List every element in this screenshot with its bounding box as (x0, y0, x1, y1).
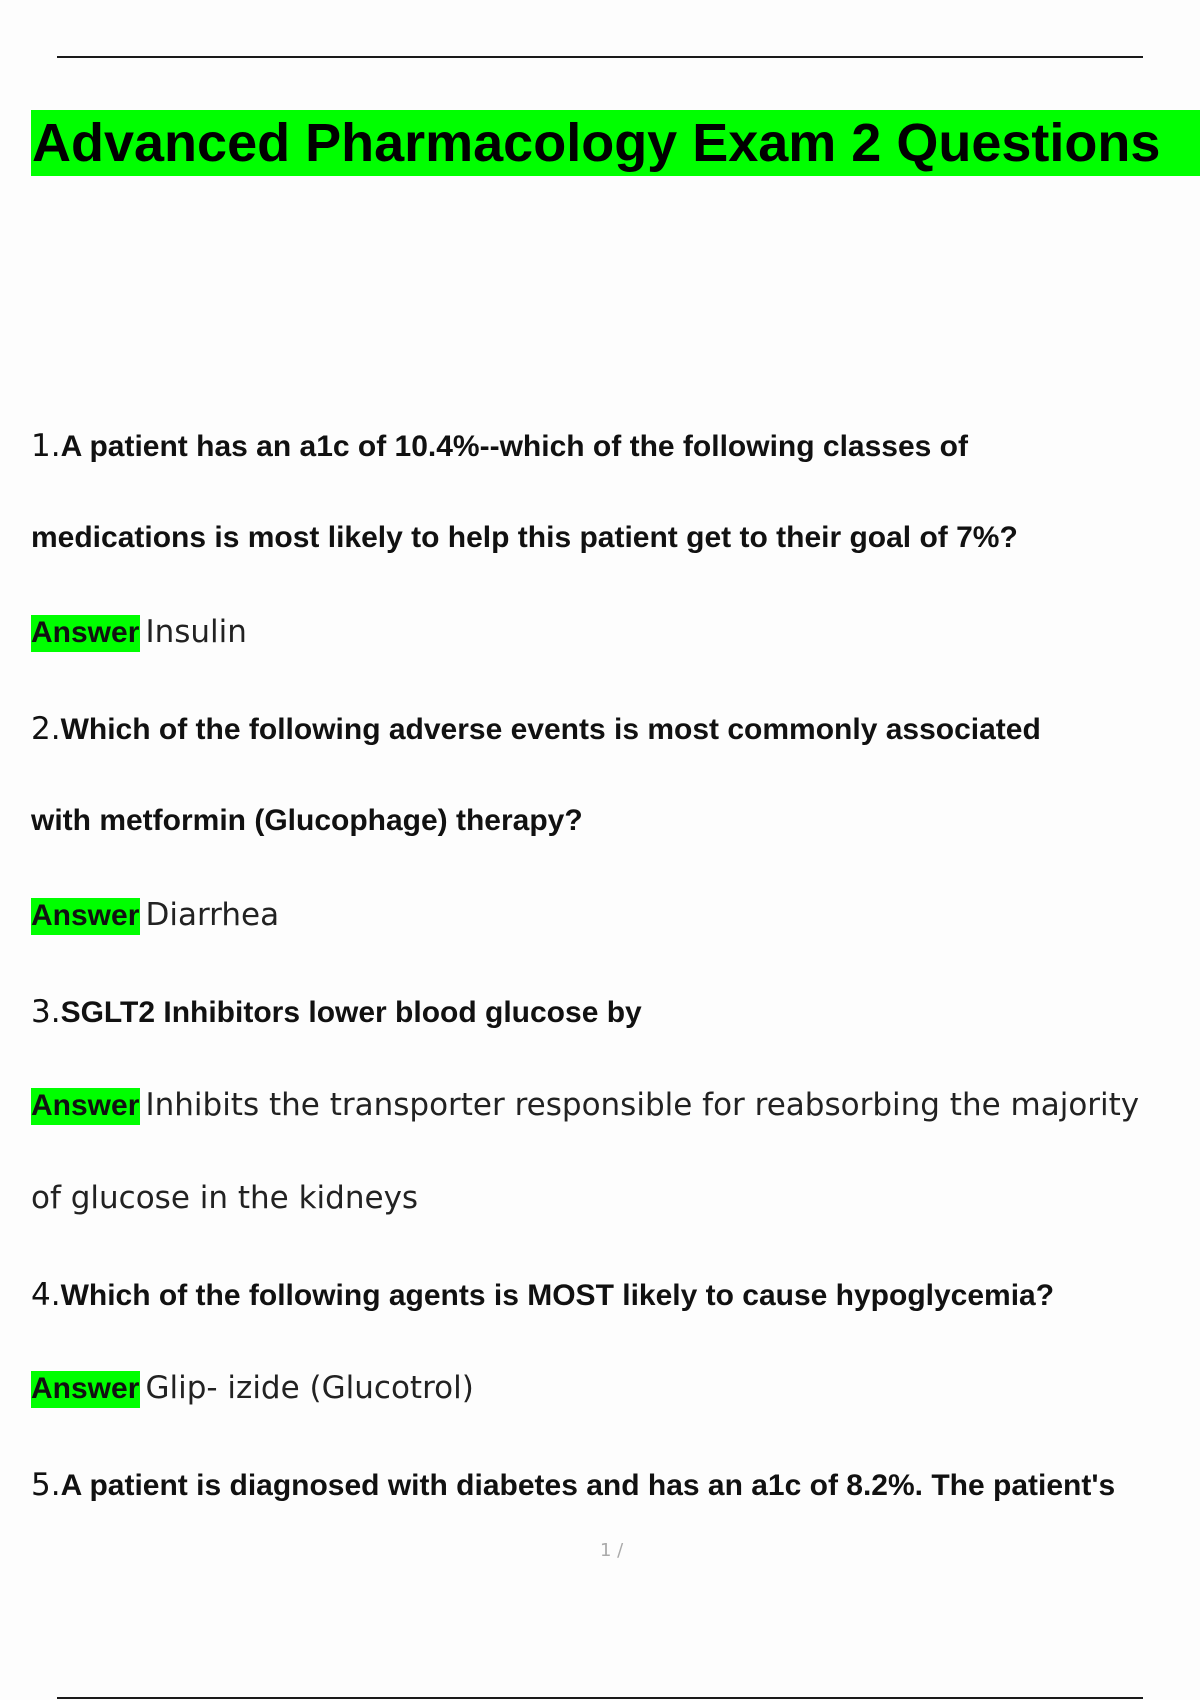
question-3-line-1 (31, 994, 642, 1030)
answer-label: Answer (31, 615, 140, 652)
document-title: Advanced Pharmacology Exam 2 Questions (32, 113, 1161, 173)
question-5-line-1 (31, 1467, 1115, 1503)
question-1-line-1 (31, 428, 968, 464)
answer-4-text: Glip- izide (Glucotrol) (145, 1370, 474, 1406)
question-2-line-1 (31, 711, 1041, 747)
answer-2 (31, 897, 279, 933)
answer-2-text: Diarrhea (145, 897, 280, 933)
question-5-text: A patient is diagnosed with diabetes and has an a1c of 8.2%. The patient's (60, 1469, 1116, 1502)
answer-4 (31, 1370, 474, 1406)
question-1-text: A patient has an a1c of 10.4%--which of the following classes of (60, 430, 968, 463)
question-4-number: 4. (31, 1277, 61, 1313)
bottom-rule (57, 1697, 1143, 1699)
question-2-text: Which of the following adverse events is most commonly associated (60, 713, 1041, 746)
answer-label: Answer (31, 1371, 140, 1408)
question-3-number: 3. (31, 994, 61, 1030)
answer-1-text: Insulin (145, 614, 247, 650)
answer-1 (31, 614, 247, 650)
answer-3 (31, 1087, 1139, 1123)
question-2-line-2 (31, 804, 583, 838)
question-4-line-1 (31, 1277, 1054, 1313)
answer-3-text-continued: of glucose in the kidneys (31, 1180, 419, 1216)
question-1-line-2 (31, 521, 1018, 555)
answer-label: Answer (31, 898, 140, 935)
top-rule (57, 56, 1143, 58)
question-5-number: 5. (31, 1467, 61, 1503)
question-3-text: SGLT2 Inhibitors lower blood glucose by (60, 996, 642, 1029)
page-number: 1 / (600, 1540, 624, 1561)
title-highlight (31, 110, 1200, 176)
answer-3-continued (31, 1180, 418, 1216)
question-2-text-continued: with metformin (Glucophage) therapy? (31, 804, 583, 837)
question-2-number: 2. (31, 711, 61, 747)
question-1-number: 1. (31, 428, 61, 464)
answer-3-text: Inhibits the transporter responsible for reabsorbing the majority (145, 1087, 1140, 1123)
question-1-text-continued: medications is most likely to help this patient get to their goal of 7%? (31, 521, 1018, 554)
answer-label: Answer (31, 1088, 140, 1125)
question-4-text: Which of the following agents is MOST likely to cause hypoglycemia? (60, 1279, 1055, 1312)
